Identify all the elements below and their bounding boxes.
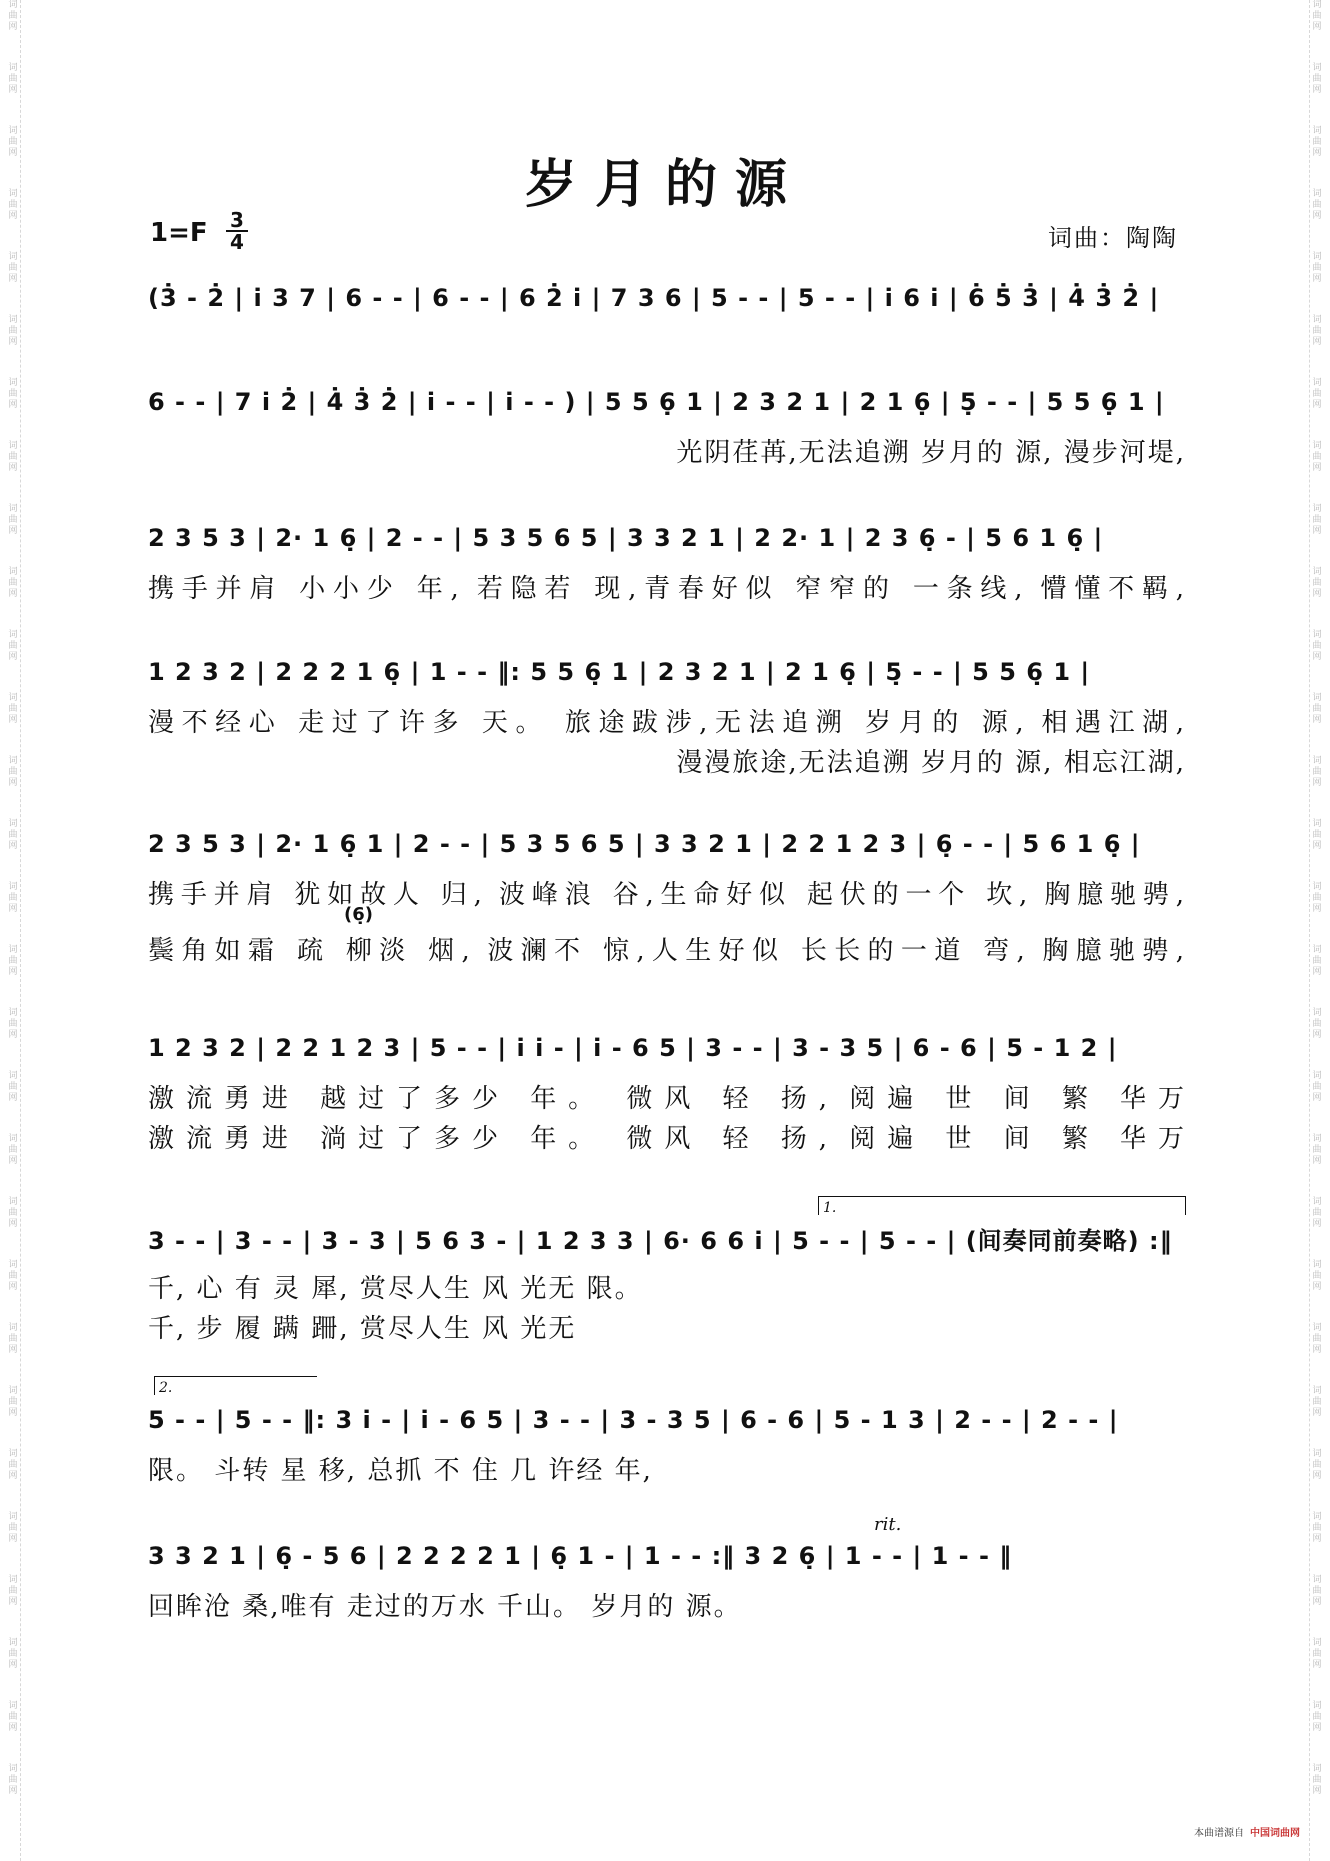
lyric-line-verse-2: 激流勇进 淌过了多少 年。 微风 轻 扬, 阅遍 世 间 繁 华万 — [148, 1124, 1186, 1154]
lyric-line-verse-2: 千, 步 履 蹒 跚, 赏尽人生 风 光无 — [148, 1314, 577, 1344]
lyric-line-verse-2: 漫漫旅途,无法追溯 岁月的 源, 相忘江湖, — [676, 748, 1186, 778]
ritardando-mark: rit. — [874, 1514, 902, 1535]
right-margin-watermark: 词曲网 词曲网 词曲网 词曲网 词曲网 词曲网 词曲网 词曲网 词曲网 词曲网 词曲网 词曲网 词曲网 词曲网 词曲网 词曲网 词曲网 词曲网 词曲网 词曲网 词曲网 词曲网 词曲网 词曲网 词曲网 词曲网 词曲网 词曲网 词曲网 — [1309, 0, 1324, 1861]
second-ending-bracket — [154, 1376, 317, 1395]
first-ending-bracket — [818, 1196, 1186, 1215]
lyric-line: 光阴荏苒,无法追溯 岁月的 源, 漫步河堤, — [676, 438, 1186, 468]
credit: 词曲：陶陶 — [1048, 224, 1178, 252]
notation-line: 2 3 5 3 | 2· 1 6̣ 1 | 2 - - | 5 3 5 6 5 | 3 3 2 1 | 2 2 1 2 3 | 6̣ - - | 5 6 1 6̣ | — [148, 830, 1141, 858]
key-signature: 1=F — [150, 218, 208, 248]
notation-line: 2 3 5 3 | 2· 1 6̣ | 2 - - | 5 3 5 6 5 | 3 3 2 1 | 2 2· 1 | 2 3 6̣ - | 5 6 1 6̣ | — [148, 524, 1104, 552]
notation-line: 3 - - | 3 - - | 3 - 3 | 5 6 3 - | 1 2 3 3 | 6· 6 6 i̇ | 5 - - | 5 - - | (间奏同前奏略) :‖ — [148, 1226, 1173, 1255]
lyric-line: 漫不经心 走过了许多 天。 旅途跋涉,无法追溯 岁月的 源, 相遇江湖, — [148, 708, 1186, 738]
notation-line: 6 - - | 7 i̇ 2̇ | 4̇ 3̇ 2̇ | i̇ - - | i̇ - - ) | 5 5 6̣ 1 | 2 3 2 1 | 2 1 6̣ | 5̣ - - | 5 5 6̣ 1 | — [148, 388, 1165, 416]
time-signature — [226, 210, 248, 252]
second-ending-label: 2. — [159, 1380, 173, 1396]
notation-line: (3̇ - 2̇ | i̇ 3 7 | 6 - - | 6 - - | 6 2̇ i̇ | 7 3 6 | 5 - - | 5 - - | i̇ 6 i̇ | 6̇ 5̇ 3̇ | 4̇ 3̇ 2̇ | — [148, 284, 1160, 312]
notation-line: 1 2 3 2 | 2 2 2 1 6̣ | 1 - - ‖: 5 5 6̣ 1 | 2 3 2 1 | 2 1 6̣ | 5̣ - - | 5 5 6̣ 1 | — [148, 658, 1091, 686]
left-margin-watermark: 词曲网 词曲网 词曲网 词曲网 词曲网 词曲网 词曲网 词曲网 词曲网 词曲网 词曲网 词曲网 词曲网 词曲网 词曲网 词曲网 词曲网 词曲网 词曲网 词曲网 词曲网 词曲网 词曲网 词曲网 词曲网 词曲网 词曲网 词曲网 词曲网 — [6, 0, 21, 1861]
alternate-note: (6̣) — [344, 904, 373, 925]
lyric-line: 千, 心 有 灵 犀, 赏尽人生 风 光无 限。 — [148, 1274, 643, 1304]
lyric-line: 激流勇进 越过了多少 年。 微风 轻 扬, 阅遍 世 间 繁 华万 — [148, 1084, 1186, 1114]
source-label: 本曲谱源自 — [1194, 1828, 1244, 1839]
source-site: 中国词曲网 — [1250, 1828, 1300, 1839]
notation-line: 1 2 3 2 | 2 2 1 2 3 | 5 - - | i̇ i̇ - | i̇ - 6 5 | 3 - - | 3 - 3 5 | 6 - 6 | 5 - 1 2 | — [148, 1034, 1118, 1062]
time-signature-bottom: 4 — [230, 230, 244, 254]
lyric-line: 携手并肩 小小少 年, 若隐若 现,青春好似 窄窄的 一条线, 懵懂不羁, — [148, 574, 1186, 604]
notation-line: 3 3 2 1 | 6̣ - 5 6 | 2 2 2 2 1 | 6̣ 1 - | 1 - - :‖ 3 2 6̣ | 1 - - | 1 - - ‖ — [148, 1542, 1013, 1570]
lyric-line: 携手并肩 犹如故人 归, 波峰浪 谷,生命好似 起伏的一个 坎, 胸臆驰骋, — [148, 880, 1186, 910]
notation-line: 5 - - | 5 - - ‖: 3 i̇ - | i̇ - 6 5 | 3 - - | 3 - 3 5 | 6 - 6 | 5 - 1 3 | 2 - - | 2 - - | — [148, 1406, 1119, 1434]
song-title: 岁月的源 — [524, 154, 805, 215]
lyric-line: 回眸沧 桑,唯有 走过的万水 千山。 岁月的 源。 — [148, 1592, 742, 1622]
first-ending-label: 1. — [823, 1200, 837, 1216]
time-signature-top: 3 — [226, 210, 248, 232]
lyric-line: 限。 斗转 星 移, 总抓 不 住 几 许经 年, — [148, 1456, 653, 1486]
source-footer — [1194, 1824, 1300, 1839]
lyric-line-verse-2: 鬓角如霜 疏 柳淡 烟, 波澜不 惊,人生好似 长长的一道 弯, 胸臆驰骋, — [148, 936, 1186, 966]
